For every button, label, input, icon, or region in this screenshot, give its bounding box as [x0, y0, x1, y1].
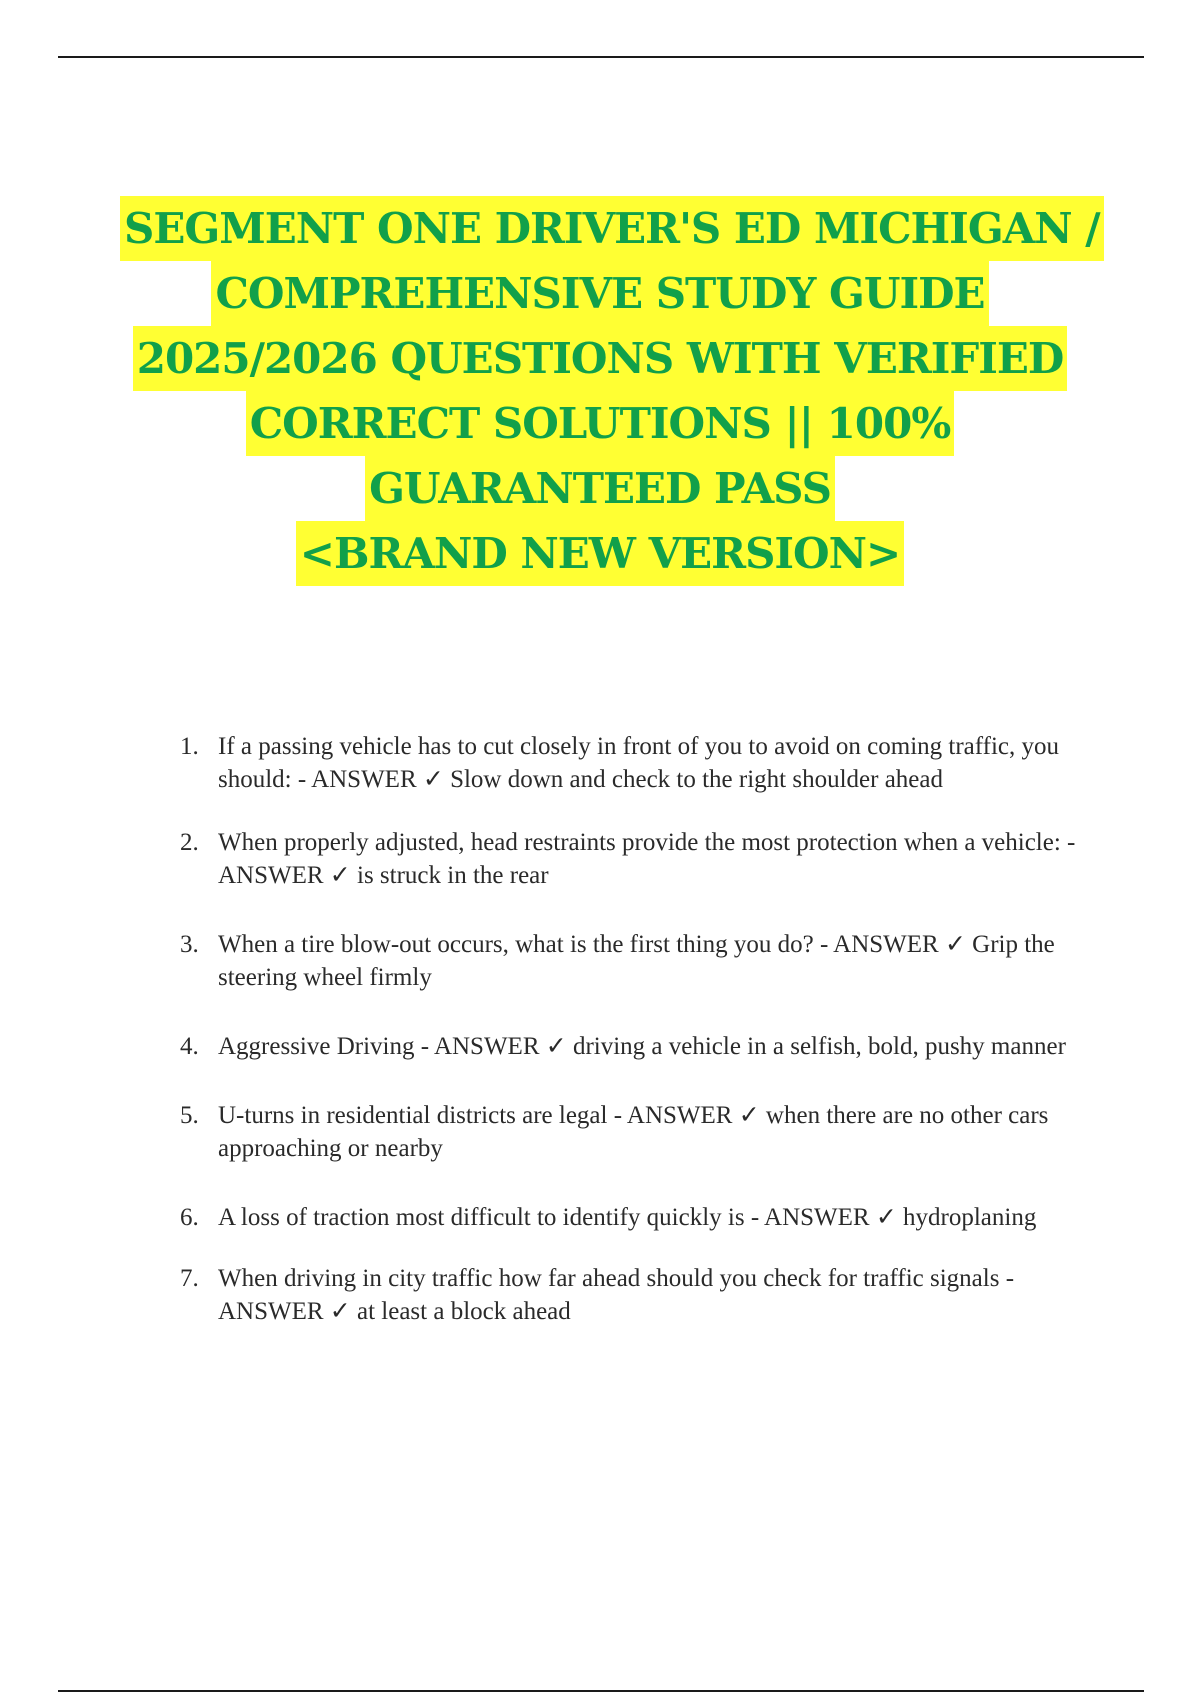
- question-text: When a tire blow-out occurs, what is the first thing you do? - ANSWER ✓ Grip the steering wheel firmly: [218, 931, 1055, 991]
- question-number: 4.: [180, 1033, 199, 1060]
- list-item: [180, 1262, 1100, 1328]
- question-text: When properly adjusted, head restraints provide the most protection when a vehicle: - ANSWER ✓ is struck in the rear: [218, 829, 1076, 889]
- question-number: 2.: [180, 829, 199, 856]
- list-item: [180, 826, 1100, 892]
- title-line-1: SEGMENT ONE DRIVER'S ED MICHIGAN /: [120, 196, 1104, 261]
- list-item: [180, 1201, 1100, 1234]
- list-item: [180, 1030, 1100, 1063]
- question-text: When driving in city traffic how far ahead should you check for traffic signals - ANSWER ✓ at least a block ahead: [218, 1265, 1015, 1325]
- question-text: Aggressive Driving - ANSWER ✓ driving a vehicle in a selfish, bold, pushy manner: [218, 1033, 1066, 1060]
- question-number: 7.: [180, 1265, 199, 1292]
- question-number: 1.: [180, 733, 199, 760]
- bottom-rule: [58, 1690, 1144, 1692]
- document-title: [120, 196, 1100, 586]
- top-rule: [58, 56, 1144, 58]
- title-line-3: 2025/2026 QUESTIONS WITH VERIFIED: [133, 326, 1068, 391]
- list-item: [180, 928, 1100, 994]
- question-text: If a passing vehicle has to cut closely in front of you to avoid on coming traffic, you should: - ANSWER ✓ Slow down and check to the right shoulder ahead: [218, 733, 1060, 793]
- question-number: 3.: [180, 931, 199, 958]
- title-line-4: CORRECT SOLUTIONS || 100%: [246, 391, 955, 456]
- list-item: [180, 1099, 1100, 1165]
- question-list: [180, 730, 1100, 1328]
- question-number: 6.: [180, 1204, 199, 1231]
- title-line-5: GUARANTEED PASS: [365, 456, 835, 521]
- title-line-2: COMPREHENSIVE STUDY GUIDE: [211, 261, 988, 326]
- question-number: 5.: [180, 1102, 199, 1129]
- question-text: A loss of traction most difficult to identify quickly is - ANSWER ✓ hydroplaning: [218, 1204, 1037, 1231]
- list-item: [180, 730, 1100, 796]
- question-text: U-turns in residential districts are legal - ANSWER ✓ when there are no other cars approaching or nearby: [218, 1102, 1049, 1162]
- title-line-6: <BRAND NEW VERSION>: [296, 521, 904, 586]
